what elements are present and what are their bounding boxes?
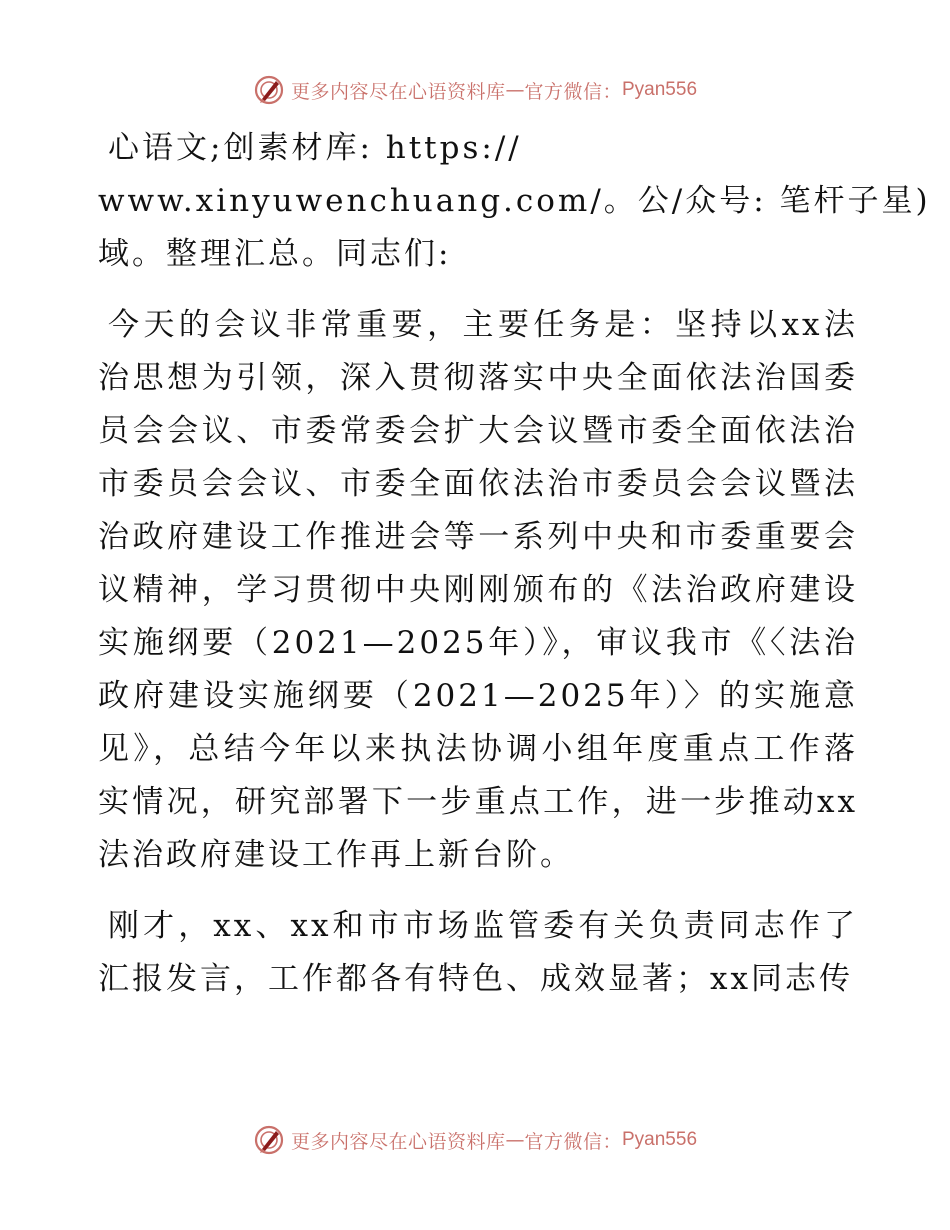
watermark-text: 更多内容尽在心语资料库 — [290, 1130, 506, 1153]
watermark-wechat-label: 官方微信： — [524, 80, 622, 103]
watermark-separator: — — [505, 1129, 525, 1151]
watermark-separator: — — [505, 79, 525, 101]
watermark-wechat-label: 官方微信： — [524, 1130, 622, 1153]
pen-logo-icon — [253, 74, 285, 106]
watermark-wechat-id: Pyan556 — [622, 79, 698, 100]
footer-watermark — [0, 1120, 950, 1160]
paragraph-2: 刚才，xx、xx和市市场监管委有关负责同志作了汇报发言，工作都各有特色、成效显著；xx同志传 — [98, 908, 858, 997]
document-body — [98, 122, 931, 1024]
header-watermark — [0, 70, 950, 110]
source-line-3: 域。整理汇总。同志们: — [98, 236, 452, 272]
source-line-1: 心语文;创素材库: https:// — [108, 130, 522, 166]
watermark-wechat-id: Pyan556 — [622, 1129, 698, 1150]
source-line-2: www.xinyuwenchuang.com/。公/众号: 笔杆子星) — [98, 183, 931, 219]
watermark-text: 更多内容尽在心语资料库 — [290, 80, 506, 103]
paragraph-1: 今天的会议非常重要，主要任务是：坚持以xx法治思想为引领，深入贯彻落实中央全面依法治国委员会会议、市委常委会扩大会议暨市委全面依法治市委员会会议、市委全面依法治市委员会会议暨法治政府建设工作推进会等一系列中央和市委重要会议精神，学习贯彻中央刚刚颁布的《法治政府建设实施纲要（2021—2025年）》，审议我市《〈法治政府建设实施纲要（2021—2025年）〉的实施意见》，总结今年以来执法协调小组年度重点工作落实情况，研究部署下一步重点工作，进一步推动xx法治政府建设工作再上新台阶。 — [98, 307, 858, 873]
pen-logo-icon — [253, 1124, 285, 1156]
source-paragraph — [98, 122, 931, 281]
